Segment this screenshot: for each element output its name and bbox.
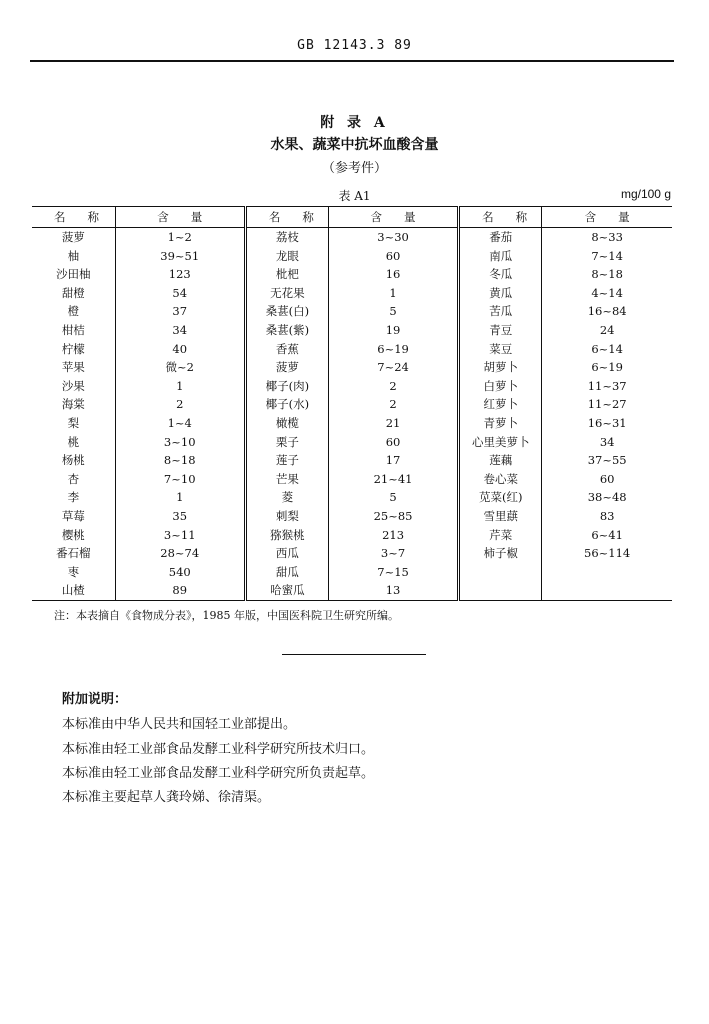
fruit-content: 34	[115, 321, 245, 340]
fruit-name: 杨桃	[61, 453, 85, 468]
vegetable-name: 苦瓜	[459, 302, 542, 321]
fruit-name: 山楂	[61, 583, 85, 598]
table-row	[32, 321, 672, 340]
vegetable-name: 红萝卜	[459, 395, 542, 414]
additional-note-line: 本标准主要起草人龚玲娣、徐清渠。	[62, 790, 271, 805]
fruit-content: 2	[115, 395, 245, 414]
appendix-note: （参考件）	[321, 161, 387, 176]
fruit-content: 17	[328, 451, 458, 470]
vegetable-content: 6~41	[542, 526, 672, 545]
fruit-name: 甜瓜	[245, 563, 328, 582]
fruit-content: 3~11	[115, 526, 245, 545]
fruit-content: 1	[115, 377, 245, 396]
fruit-content: 5	[328, 302, 458, 321]
fruit-name: 苹果	[61, 360, 85, 375]
fruit-name: 荔枝	[245, 228, 328, 247]
table-row	[32, 284, 672, 303]
additional-note-line: 本标准由中华人民共和国轻工业部提出。	[62, 717, 297, 732]
vegetable-content: 8~33	[542, 228, 672, 247]
fruit-name: 桑葚(白)	[245, 302, 328, 321]
fruit-content: 16	[328, 265, 458, 284]
fruit-name: 香蕉	[245, 340, 328, 359]
vegetable-content: 6~14	[542, 340, 672, 359]
vegetable-name: 番茄	[459, 228, 542, 247]
additional-note-line: 本标准由轻工业部食品发酵工业科学研究所负责起草。	[62, 766, 375, 781]
fruit-content: 213	[328, 526, 458, 545]
fruit-content: 8~18	[115, 451, 245, 470]
vegetable-content: 83	[542, 507, 672, 526]
vegetable-content: 8~18	[542, 265, 672, 284]
fruit-name: 橄榄	[245, 414, 328, 433]
vegetable-name	[459, 581, 542, 600]
vegetable-name: 青豆	[459, 321, 542, 340]
fruit-content: 5	[328, 488, 458, 507]
fruit-content: 540	[115, 563, 245, 582]
fruit-content: 60	[328, 247, 458, 266]
fruit-content: 25~85	[328, 507, 458, 526]
fruit-name: 桃	[67, 434, 80, 449]
fruit-name: 刺梨	[245, 507, 328, 526]
additional-note-line: 本标准由轻工业部食品发酵工业科学研究所技术归口。	[62, 742, 375, 757]
vegetable-content: 11~37	[542, 377, 672, 396]
fruit-content: 40	[115, 340, 245, 359]
vegetable-content	[542, 563, 672, 582]
fruit-content: 3~10	[115, 433, 245, 452]
fruit-name: 番石榴	[56, 546, 91, 561]
vegetable-name: 柿子椒	[459, 544, 542, 563]
fruit-content: 60	[328, 433, 458, 452]
fruit-name: 柚	[67, 248, 80, 263]
fruit-content: 7~10	[115, 470, 245, 489]
fruit-content: 1~4	[115, 414, 245, 433]
fruit-name: 桑葚(紫)	[245, 321, 328, 340]
header-name: 名称	[459, 207, 542, 228]
table-unit: mg/100 g	[620, 187, 671, 201]
vegetable-name: 卷心菜	[459, 470, 542, 489]
fruit-name: 柑桔	[61, 322, 85, 337]
table-row	[32, 507, 672, 526]
fruit-name: 猕猴桃	[245, 526, 328, 545]
vegetable-name: 苋菜(红)	[459, 488, 542, 507]
fruit-name: 菱	[245, 488, 328, 507]
fruit-name: 椰子(水)	[245, 395, 328, 414]
fruit-name: 龙眼	[245, 247, 328, 266]
table-row	[32, 488, 672, 507]
fruit-name: 椰子(肉)	[245, 377, 328, 396]
vegetable-content: 6~19	[542, 358, 672, 377]
fruit-name: 哈蜜瓜	[245, 581, 328, 600]
fruit-name: 柠檬	[61, 341, 85, 356]
fruit-content: 35	[115, 507, 245, 526]
fruit-content: 3~7	[328, 544, 458, 563]
fruit-content: 28~74	[115, 544, 245, 563]
table-row	[32, 395, 672, 414]
section-divider	[282, 654, 426, 655]
fruit-content: 19	[328, 321, 458, 340]
vegetable-content: 16~31	[542, 414, 672, 433]
table-footnote: 注：本表摘自《食物成分表》，1985 年版，中国医科院卫生研究所编。	[54, 609, 399, 622]
vegetable-name: 青萝卜	[459, 414, 542, 433]
fruit-content: 1	[328, 284, 458, 303]
table-body	[32, 228, 672, 601]
fruit-name: 沙田柚	[56, 267, 91, 282]
fruit-content: 3~30	[328, 228, 458, 247]
appendix-label: 附 录 A	[320, 115, 389, 131]
table-row	[32, 563, 672, 582]
fruit-name: 菠萝	[245, 358, 328, 377]
fruit-content: 123	[115, 265, 245, 284]
vegetable-name: 黄瓜	[459, 284, 542, 303]
fruit-content: 微~2	[115, 358, 245, 377]
fruit-content: 1~2	[115, 228, 245, 247]
fruit-name: 菠萝	[61, 230, 85, 244]
vegetable-content: 24	[542, 321, 672, 340]
table-row	[32, 302, 672, 321]
table-header-row	[32, 207, 672, 228]
vegetable-content: 16~84	[542, 302, 672, 321]
header-rule	[30, 60, 674, 62]
vegetable-content: 60	[542, 470, 672, 489]
header-name: 名称	[32, 207, 115, 228]
table-row	[32, 433, 672, 452]
vegetable-name: 南瓜	[459, 247, 542, 266]
table-row	[32, 544, 672, 563]
vitamin-c-table	[32, 206, 672, 601]
table-row	[32, 414, 672, 433]
fruit-name: 沙果	[61, 378, 85, 393]
vitamin-c-table-container	[32, 206, 672, 601]
vegetable-name: 白萝卜	[459, 377, 542, 396]
fruit-content: 13	[328, 581, 458, 600]
fruit-name: 海棠	[61, 397, 85, 412]
fruit-content: 1	[115, 488, 245, 507]
fruit-content: 6~19	[328, 340, 458, 359]
fruit-name: 无花果	[245, 284, 328, 303]
fruit-content: 2	[328, 395, 458, 414]
table-row	[32, 265, 672, 284]
header-content: 含量	[115, 207, 245, 228]
vegetable-content	[542, 581, 672, 600]
fruit-content: 7~15	[328, 563, 458, 582]
fruit-name: 樱桃	[61, 527, 85, 542]
fruit-content: 21~41	[328, 470, 458, 489]
vegetable-content: 37~55	[542, 451, 672, 470]
fruit-name: 橙	[67, 304, 80, 319]
table-row	[32, 581, 672, 600]
standard-code: GB 12143.3 89	[297, 38, 412, 53]
fruit-name: 枇杷	[245, 265, 328, 284]
vegetable-name: 芹菜	[459, 526, 542, 545]
fruit-name: 芒果	[245, 470, 328, 489]
table-row	[32, 247, 672, 266]
vegetable-content: 7~14	[542, 247, 672, 266]
fruit-name: 栗子	[245, 433, 328, 452]
additional-notes-heading: 附加说明：	[62, 692, 128, 707]
vegetable-content: 11~27	[542, 395, 672, 414]
fruit-name: 莲子	[245, 451, 328, 470]
table-row	[32, 451, 672, 470]
fruit-name: 枣	[67, 564, 80, 579]
fruit-content: 89	[115, 581, 245, 600]
vegetable-name: 冬瓜	[459, 265, 542, 284]
header-name: 名称	[245, 207, 328, 228]
vegetable-name: 菜豆	[459, 340, 542, 359]
fruit-name: 西瓜	[245, 544, 328, 563]
table-row	[32, 377, 672, 396]
vegetable-name: 胡萝卜	[459, 358, 542, 377]
table-row	[32, 228, 672, 247]
fruit-content: 37	[115, 302, 245, 321]
fruit-name: 杏	[67, 471, 80, 486]
vegetable-content: 38~48	[542, 488, 672, 507]
fruit-content: 7~24	[328, 358, 458, 377]
header-content: 含量	[328, 207, 458, 228]
vegetable-content: 4~14	[542, 284, 672, 303]
fruit-name: 甜橙	[61, 285, 85, 300]
header-content: 含量	[542, 207, 672, 228]
vegetable-content: 56~114	[542, 544, 672, 563]
vegetable-name: 莲藕	[459, 451, 542, 470]
fruit-name: 梨	[67, 415, 80, 430]
appendix-title: 水果、蔬菜中抗坏血酸含量	[270, 137, 439, 153]
vegetable-name	[459, 563, 542, 582]
fruit-content: 2	[328, 377, 458, 396]
table-row	[32, 340, 672, 359]
vegetable-name: 雪里蕻	[459, 507, 542, 526]
fruit-content: 54	[115, 284, 245, 303]
vegetable-content: 34	[542, 433, 672, 452]
fruit-content: 39~51	[115, 247, 245, 266]
table-row	[32, 526, 672, 545]
fruit-name: 草莓	[61, 508, 85, 523]
table-caption: 表 A1	[338, 189, 371, 203]
fruit-name: 李	[67, 490, 80, 505]
fruit-content: 21	[328, 414, 458, 433]
table-row	[32, 470, 672, 489]
table-row	[32, 358, 672, 377]
vegetable-name: 心里美萝卜	[459, 433, 542, 452]
